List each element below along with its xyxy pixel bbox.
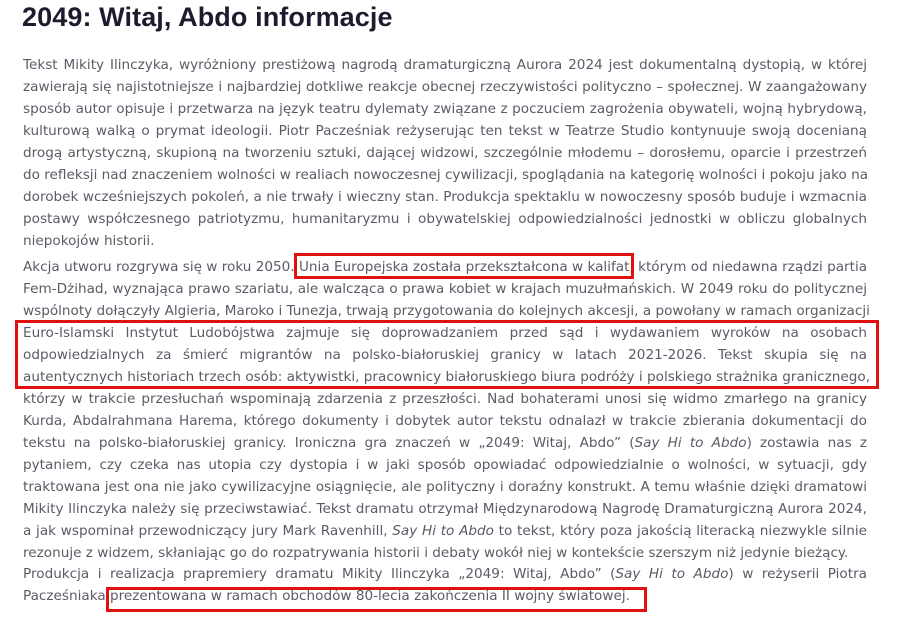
text-line: dorobek wcześniejszych pokoleń, a nie trwały i wieczny stan. Produkcja spektaklu w nowoczesny sposób buduje i wzmacnia (23, 189, 867, 205)
text-line: wspólnoty dołączyły Algieria, Maroko i Tunezja, trwają przygotowania do kolejnych akcesji, a powołany w ramach organizacji (23, 303, 870, 319)
text-span: a jak wspominał przewodniczący jury Mark Ravenhill, (23, 523, 393, 539)
highlighted-text-kalifat: Unia Europejska została przekształcona w kalifat, (294, 259, 634, 275)
text-line: autentycznych historiach trzech osób: aktywistki, pracownicy białoruskiego biura podróży i polskiego strażnika granicznego, (23, 369, 871, 385)
text-line: postawy współczesnego patriotyzmu, humanitaryzmu i obywatelskiej odpowiedzialności jednostki w obliczu globalnych (23, 211, 867, 227)
text-line (23, 256, 867, 278)
paragraph-production (23, 563, 867, 607)
page-title: 2049: Witaj, Abdo informacje (22, 2, 393, 32)
text-span: Produkcja i realizacja prapremiery dramatu Mikity Ilinczyka „2049: Witaj, Abdo” ( (23, 566, 616, 582)
italic-title: Say Hi to Abdo (615, 566, 729, 582)
text-span: ) zostawia nas z (746, 435, 867, 451)
text-line: sposób autor opisuje i przetwarza na język teatru dylematy związane z poczuciem zagrożenia obywateli, wojną hybrydową, (23, 101, 867, 117)
italic-title: Say Hi to Abdo (634, 435, 747, 451)
text-line: do refleksji nad znaczeniem wolności w realiach nowoczesnej cywilizacji, spoglądania na kategorię wolności i pokoju jako na (23, 167, 869, 183)
italic-title: Say Hi to Abdo (392, 523, 494, 539)
text-line: Tekst Mikity Ilinczyka, wyróżniony prestiżową nagrodą dramaturgiczną Aurora 2024 jest dokumentalną dystopią, w której (23, 57, 867, 73)
text-line: odpowiedzialnych za śmierć migrantów na polsko-białoruskiej granicy w latach 2021-2026. Tekst skupia się na (23, 347, 867, 363)
text-span: ) w reżyserii Piotra (728, 566, 867, 582)
text-line: Kurda, Abdalrahmana Harema, którego dokumenty i dobytek autor tekstu odnalazł w trakcie zbierania dokumentacji do (23, 413, 867, 429)
text-span: to tekst, który poza jakością literacką niezwykle silnie (493, 523, 867, 539)
text-span: Akcja utworu rozgrywa się w roku 2050. (23, 259, 295, 275)
text-line: którzy w trakcie przesłuchań wspominają zdarzenia z przeszłości. Nad bohaterami unosi się widmo zmarłego na granicy (23, 391, 867, 407)
text-line (23, 585, 867, 607)
text-line: kulturową walką o prymat ideologii. Piotr Pacześniak reżyserując ten tekst w Teatrze Studio kontynuuje swoją docenianą (23, 123, 867, 139)
paragraph-plot (23, 256, 871, 564)
text-line: rezonuje z widzem, skłaniając go do rozpatrywania historii i debaty wokół niej w kontekście szerszym niż jedynie bieżący. (23, 545, 849, 561)
text-span: tekstu na polsko-białoruskiej granicy. Ironiczna gra znaczeń w „2049: Witaj, Abdo” ( (23, 435, 635, 451)
text-line (23, 563, 867, 585)
text-line: Fem-Dżihad, wyznająca prawo szariatu, ale walcząca o prawa kobiet w krajach muzułmańskich. W 2049 roku do politycznej (23, 281, 867, 297)
paragraph-intro (23, 54, 867, 252)
text-line (23, 520, 867, 542)
text-line: Mikity Ilinczyka należy się przeciwstawiać. Tekst dramatu otrzymał Międzynarodową Nagrodę Dramaturgiczną Aurora 2024, (23, 501, 867, 517)
text-span: którym od niedawna rządzi partia (633, 259, 868, 275)
text-line: pytaniem, czy czeka nas utopia czy dystopia i w jaki sposób opowiadać odpowiedzialnie o wolności, w sytuacji, gdy (23, 457, 867, 473)
text-line: niepokojów historii. (23, 233, 155, 249)
text-line: Euro-Islamski Instytut Ludobójstwa zajmuje się doprowadzaniem przed sąd i wydawaniem wyroków na osobach (23, 325, 867, 341)
text-line: drogą artystyczną, skupioną na tworzeniu sztuki, dającej widzowi, szczególnie młodemu – dorosłemu, oparcie i przestrzeń (23, 145, 867, 161)
text-line: zawierają się najistotniejsze i najbardziej dotkliwe reakcje obecnej rzeczywistości polityczno – społecznej. W zaangażowany (23, 79, 867, 95)
text-line (23, 432, 867, 454)
text-line: traktowana jest ona nie jako cywilizacyjne osiągnięcie, ale polityczny i doraźny konstrukt. A temu właśnie dzięki dramatowi (23, 479, 867, 495)
text-span: Pacześniaka (23, 588, 106, 604)
highlighted-text-anniversary: prezentowana w ramach obchodów 80-lecia zakończenia II wojny światowej. (105, 588, 630, 604)
